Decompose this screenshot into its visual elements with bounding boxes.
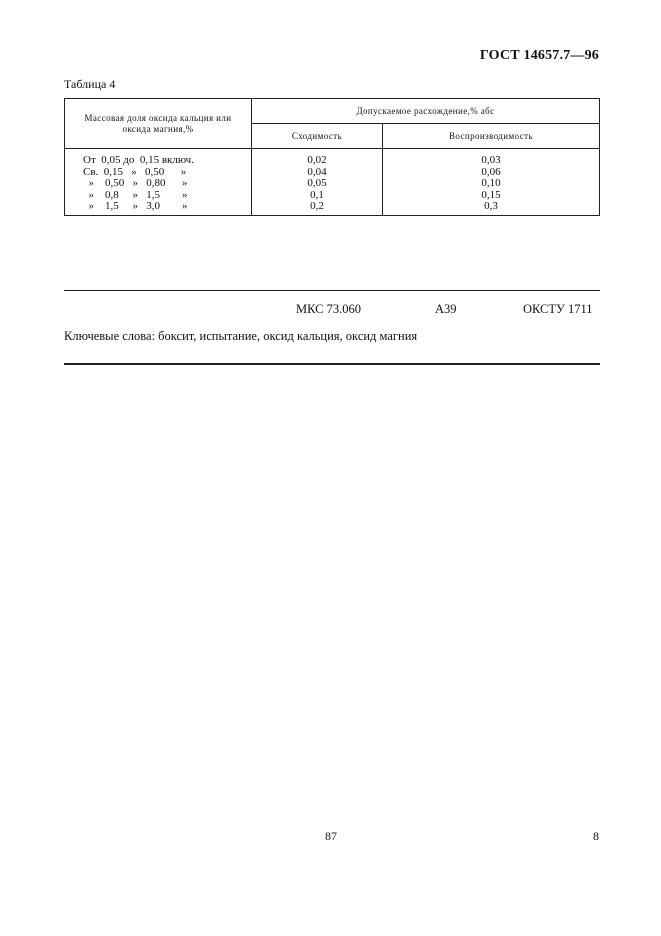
column-header-repeatability: Сходимость	[252, 124, 383, 149]
range-label: От 0,05 до 0,15 включ.	[83, 154, 194, 166]
column-group-header-tolerance: Допускаемое расхождение,% абс	[252, 99, 600, 124]
range-cell	[65, 149, 252, 216]
reproducibility-value: 0,10	[481, 177, 501, 189]
mks-code: МКС 73.060	[296, 302, 361, 316]
table-caption: Таблица 4	[64, 77, 116, 91]
repeatability-value: 0,04	[307, 165, 327, 178]
group-code: А39	[435, 302, 457, 316]
keywords-line: Ключевые слова: боксит, испытание, оксид кальция, оксид магния	[64, 329, 418, 343]
repeatability-value: 0,1	[310, 188, 324, 201]
table-body-row	[65, 149, 600, 216]
column-header-reproducibility: Воспроизводимость	[382, 124, 599, 149]
repeatability-value: 0,05	[307, 177, 327, 189]
reproducibility-value: 0,03	[481, 154, 501, 166]
table-header-row	[65, 99, 600, 124]
document-code: ГОСТ 14657.7—96	[479, 48, 599, 63]
range-label: » 1,5 » 3,0 »	[83, 200, 188, 212]
repeatability-value: 0,2	[310, 200, 324, 212]
sheet-number: 8	[593, 829, 599, 843]
repeatability-cell	[252, 149, 383, 216]
tolerance-table	[64, 98, 600, 216]
repeatability-value: 0,02	[307, 154, 327, 166]
reproducibility-value: 0,06	[481, 165, 501, 178]
reproducibility-cell	[382, 149, 599, 216]
column-header-mass-fraction: Массовая доля оксида кальция или оксида магния,%	[65, 99, 252, 149]
reproducibility-value: 0,3	[484, 200, 498, 212]
okstu-code: ОКСТУ 1711	[523, 302, 593, 316]
range-label: » 0,8 » 1,5 »	[83, 188, 188, 201]
range-label: Св. 0,15 » 0,50 »	[83, 165, 187, 178]
reproducibility-value: 0,15	[481, 188, 501, 201]
range-label: » 0,50 » 0,80 »	[83, 177, 188, 189]
divider-bottom	[64, 363, 600, 365]
page-number: 87	[325, 829, 337, 843]
divider-top	[64, 290, 600, 291]
